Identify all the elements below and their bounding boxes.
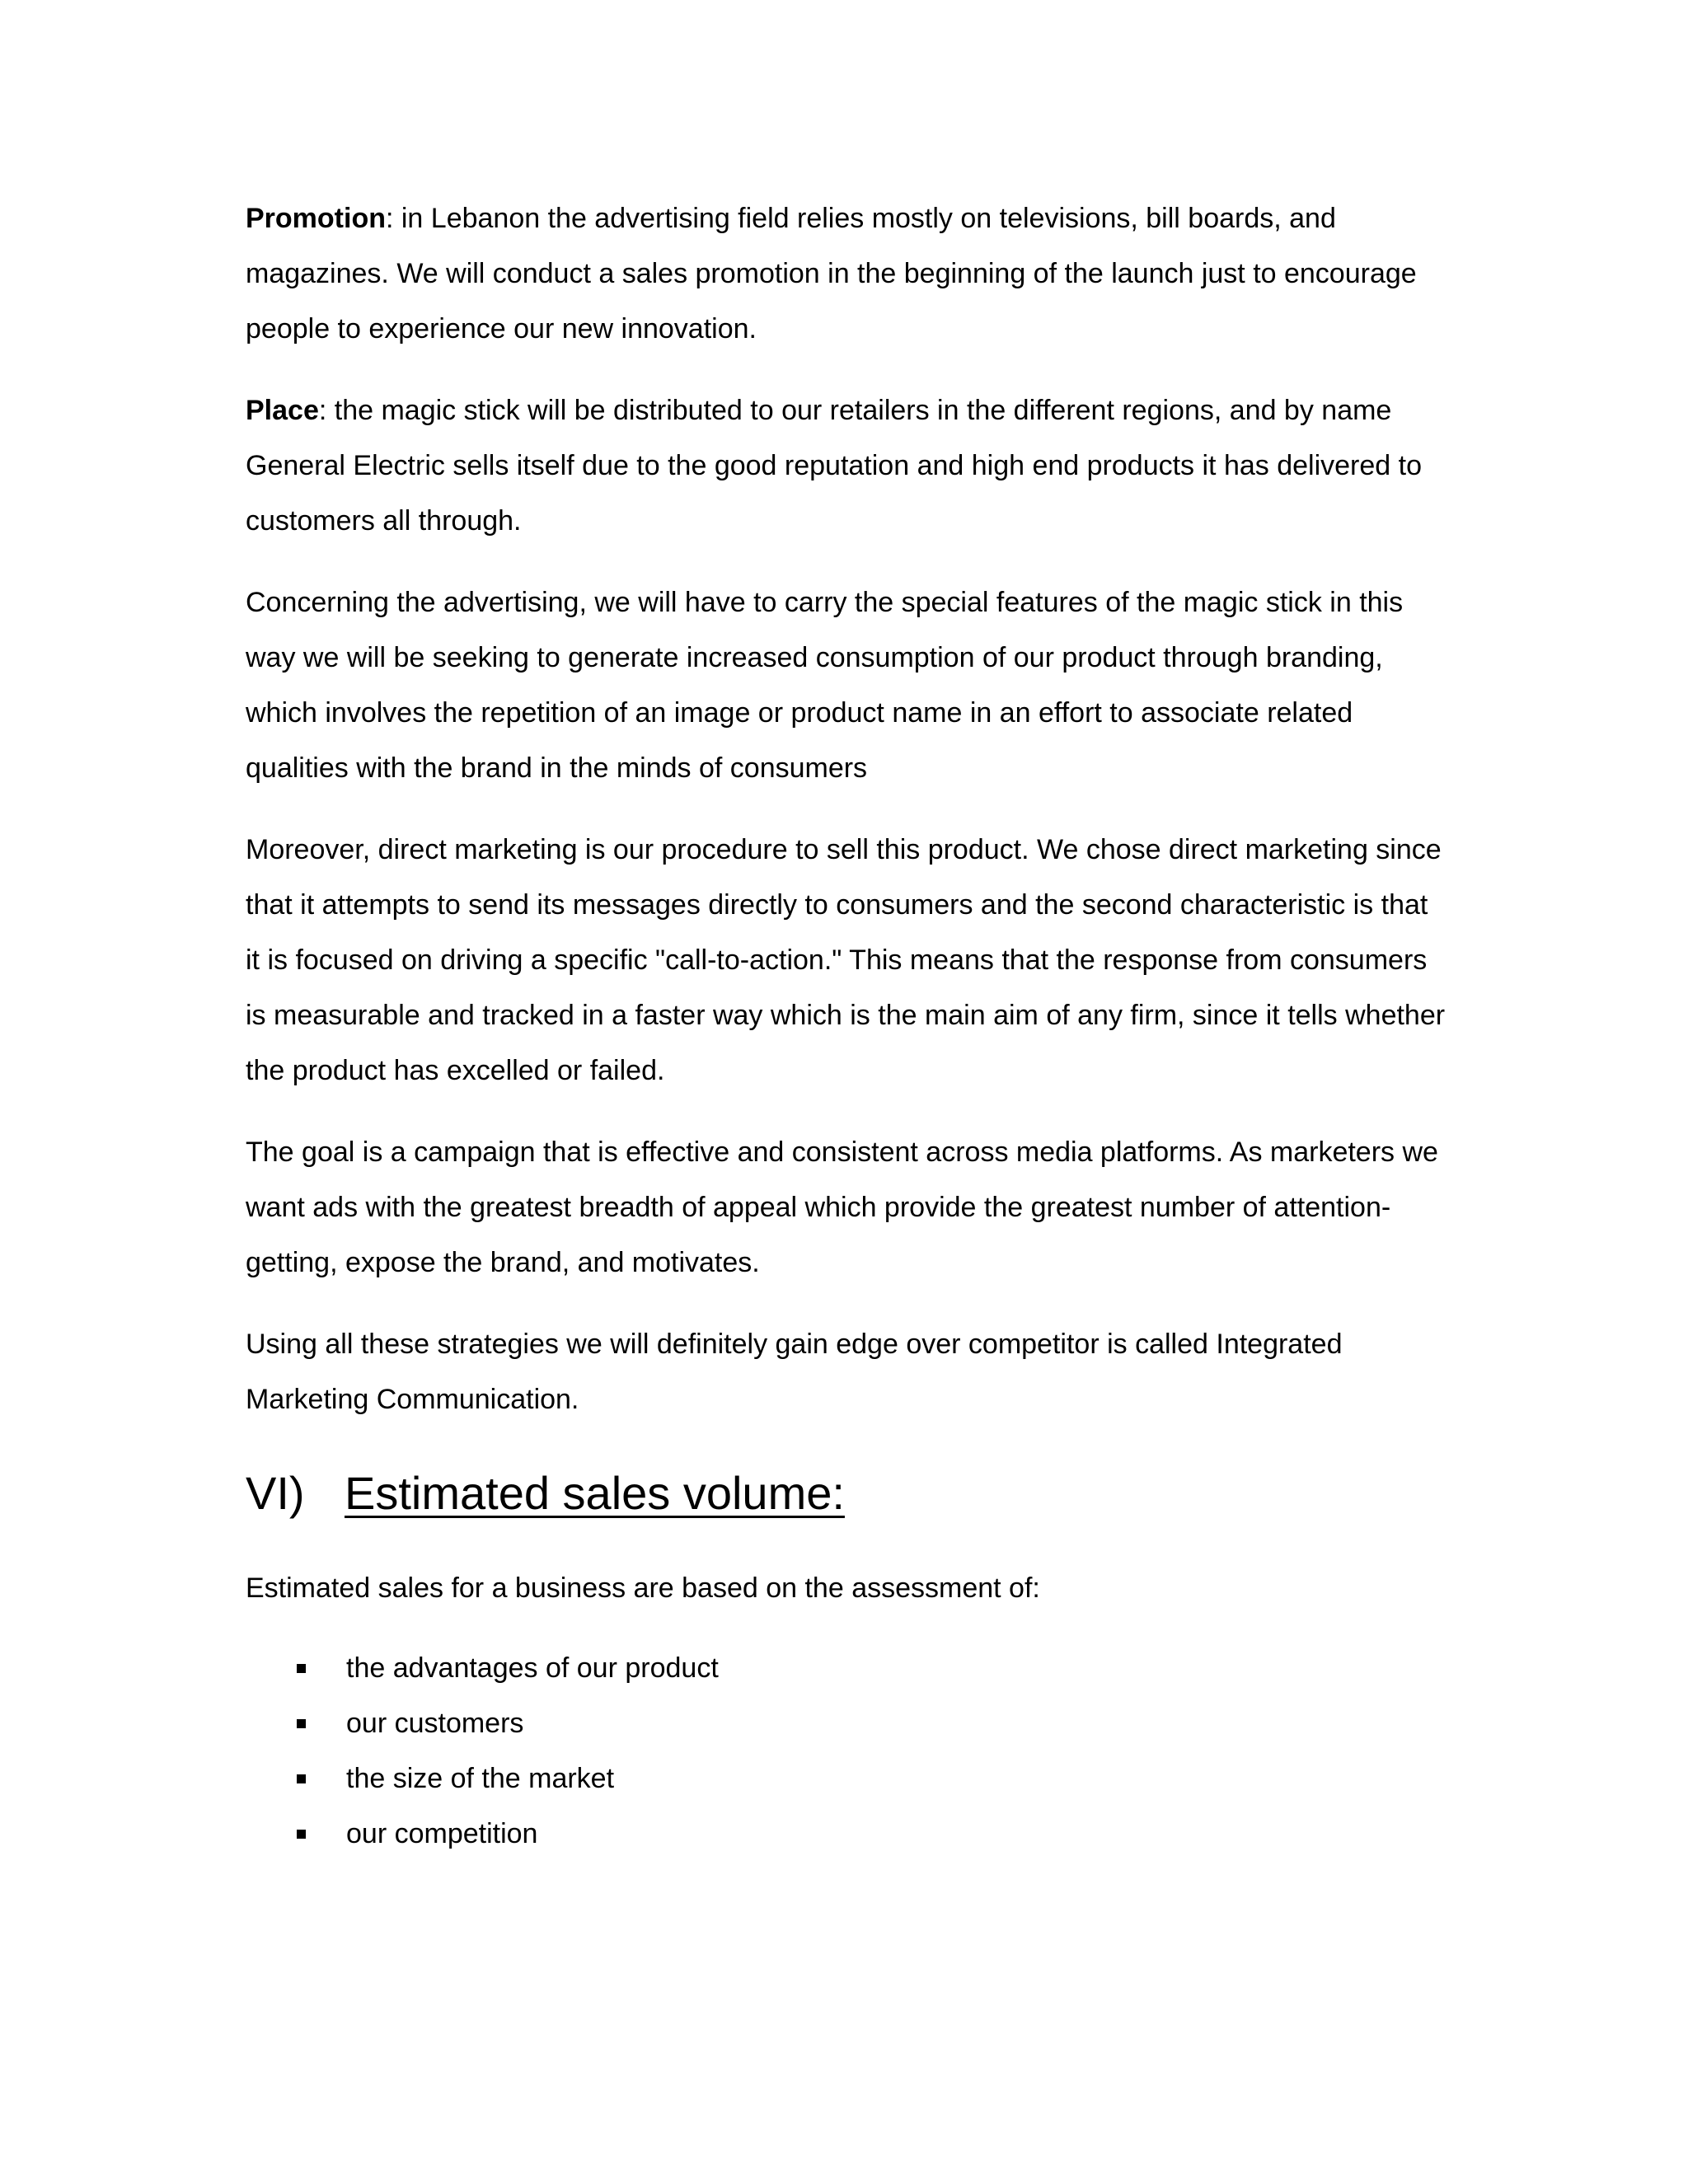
section-intro: Estimated sales for a business are based on the assessment of:	[246, 1572, 1040, 1604]
list-item-text: our competition	[346, 1818, 538, 1849]
square-bullet-icon	[297, 1830, 306, 1839]
list-item	[246, 1807, 1449, 1862]
list-item-text: the size of the market	[346, 1763, 615, 1794]
list-item-text: the advantages of our product	[346, 1652, 719, 1684]
list-item	[246, 1696, 1449, 1751]
paragraph-lead: Place	[246, 395, 319, 426]
paragraph-text: The goal is a campaign that is effective and consistent across media platforms. As marketers we want ads with the greatest breadth of appeal which provide the greatest number of attention-getting, expose the brand, and motivates.	[246, 1137, 1438, 1278]
paragraph-advertising	[246, 575, 1449, 796]
list-item	[246, 1641, 1449, 1696]
paragraph-campaign-goal	[246, 1125, 1449, 1291]
paragraph-text: Concerning the advertising, we will have to carry the special features of the magic stick in this way we will be seeking to generate increased consumption of our product through branding, which involves the repetition of an image or product name in an effort to associate related qualities with the brand in the minds of consumers	[246, 587, 1404, 784]
paragraph-text: : in Lebanon the advertising field relies mostly on televisions, bill boards, and magazines. We will conduct a sales promotion in the beginning of the launch just to encourage people to experience our new innovation.	[246, 203, 1417, 344]
square-bullet-icon	[297, 1664, 306, 1673]
paragraph-text: Using all these strategies we will definitely gain edge over competitor is called Integrated Marketing Communication.	[246, 1329, 1343, 1415]
section-title: Estimated sales volume:	[345, 1467, 845, 1519]
section-number: VI)	[246, 1467, 305, 1519]
paragraph-text: : the magic stick will be distributed to our retailers in the different regions, and by name General Electric sells itself due to the good reputation and high end products it has delivered to customers all through.	[246, 395, 1422, 537]
bullet-list	[246, 1641, 1449, 1862]
paragraph-place	[246, 383, 1449, 549]
paragraph-direct-marketing	[246, 823, 1449, 1099]
page-content	[246, 191, 1449, 1862]
paragraph-promotion	[246, 191, 1449, 357]
paragraph-imc	[246, 1317, 1449, 1427]
list-item-text: our customers	[346, 1708, 524, 1739]
list-item	[246, 1751, 1449, 1807]
square-bullet-icon	[297, 1774, 306, 1783]
paragraph-lead: Promotion	[246, 203, 386, 234]
square-bullet-icon	[297, 1719, 306, 1728]
section-heading	[246, 1460, 1449, 1526]
paragraph-text: Moreover, direct marketing is our procedure to sell this product. We chose direct marketing since that it attempts to send its messages directly to consumers and the second characteristic is that it is focused on driving a specific "call-to-action." This means that the response from consumers is measurable and tracked in a faster way which is the main aim of any firm, since it tells whether the product has excelled or failed.	[246, 834, 1446, 1086]
